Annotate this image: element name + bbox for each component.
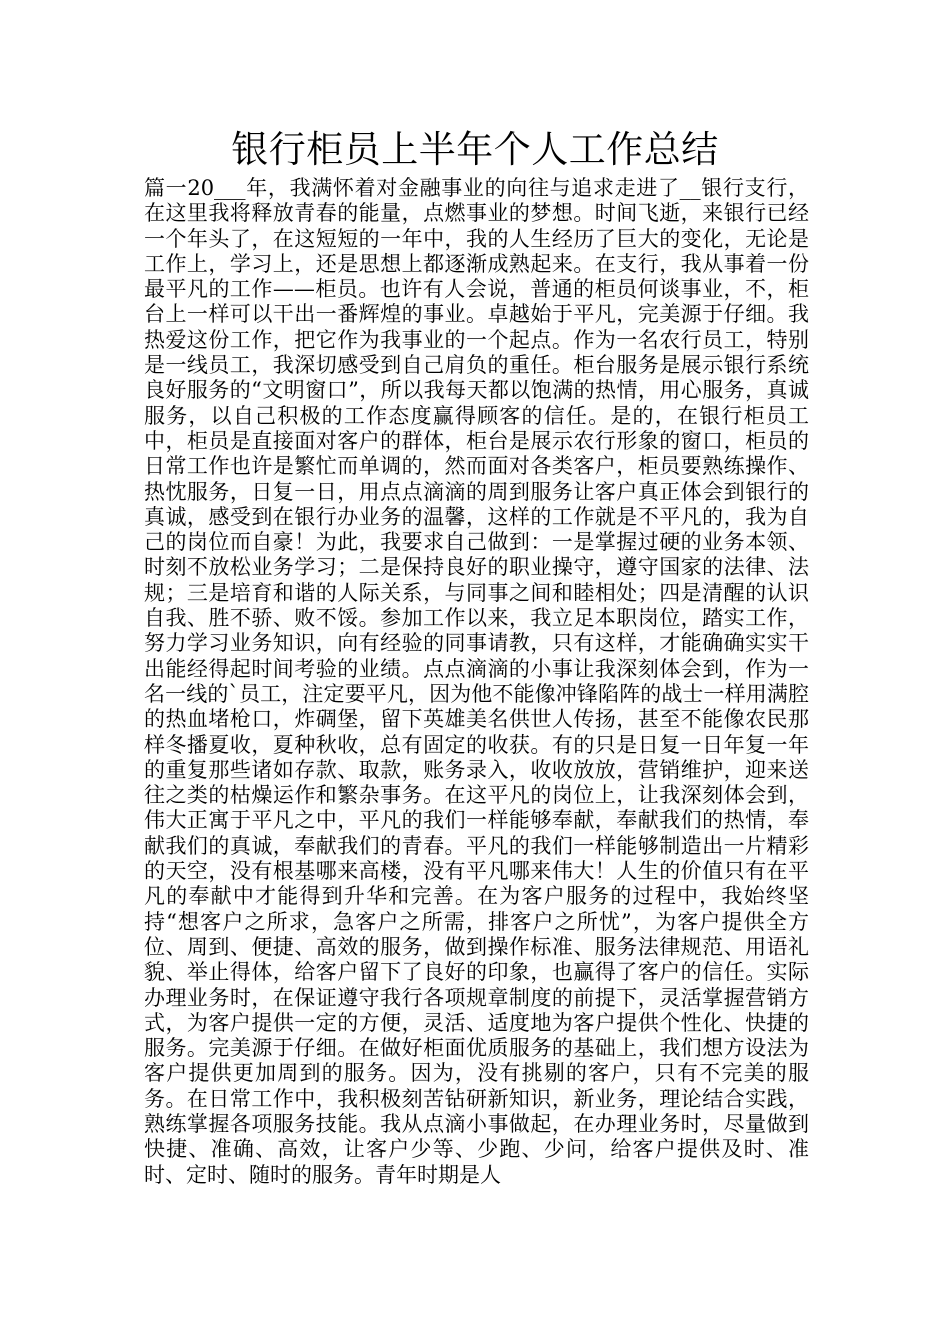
document-body-paragraph: 篇一20___年，我满怀着对金融事业的向往与追求走进了__银行支行，在这里我将释放青春的能量，点燃事业的梦想。时间飞逝，来银行已经一个年头了，在这短短的一年中，我的人生经历了巨大的变化，无论是工作上，学习上，还是思想上都逐渐成熟起来。在支行，我从事着一份最平凡的工作——柜员。也许有人会说，普通的柜员何谈事业，不，柜台上一样可以干出一番辉煌的事业。卓越始于平凡，完美源于仔细。我热爱这份工作，把它作为我事业的一个起点。作为一名农行员工，特别是一线员工，我深切感受到自己肩负的重任。柜台服务是展示银行系统良好服务的“文明窗口”，所以我每天都以饱满的热情，用心服务，真诚服务，以自己积极的工作态度赢得顾客的信任。是的，在银行柜员工中，柜员是直接面对客户的群体，柜台是展示农行形象的窗口，柜员的日常工作也许是繁忙而单调的，然而面对各类客户，柜员要熟练操作、热忱服务，日复一日，用点点滴滴的周到服务让客户真正体会到银行的真诚，感受到在银行办业务的温馨，这样的工作就是不平凡的，我为自己的岗位而自豪！为此，我要求自己做到：一是掌握过硬的业务本领、时刻不放松业务学习；二是保持良好的职业操守，遵守国家的法律、法规；三是培育和谐的人际关系，与同事之间和睦相处；四是清醒的认识自我、胜不骄、败不馁。参加工作以来，我立足本职岗位，踏实工作，努力学习业务知识，向有经验的同事请教，只有这样，才能确确实实干出能经得起时间考验的业绩。点点滴滴的小事让我深刻体会到，作为一名一线的`员工，注定要平凡，因为他不能像冲锋陷阵的战士一样用满腔的热血堵枪口，炸碉堡，留下英雄美名供世人传扬，甚至不能像农民那样冬播夏收，夏种秋收，总有固定的收获。有的只是日复一日年复一年的重复那些诸如存款、取款，账务录入，收收放放，营销维护，迎来送往之类的枯燥运作和繁杂事务。在这平凡的岗位上，让我深刻体会到，伟大正寓于平凡之中，平凡的我们一样能够奉献，奉献我们的热情，奉献我们的真诚，奉献我们的青春。平凡的我们一样能够制造出一片精彩的天空，没有根基哪来高楼，没有平凡哪来伟大！人生的价值只有在平凡的奉献中才能得到升华和完善。在为客户服务的过程中，我始终坚持“想客户之所求，急客户之所需，排客户之所忧”，为客户提供全方位、周到、便捷、高效的服务，做到操作标准、服务法律规范、用语礼貌、举止得体，给客户留下了良好的印象，也赢得了客户的信任。实际办理业务时，在保证遵守我行各项规章制度的前提下，灵活掌握营销方式，为客户提供一定的方便，灵活、适度地为客户提供个性化、快捷的服务。完美源于仔细。在做好柜面优质服务的基础上，我们想方设法为客户提供更加周到的服务。因为，没有挑剔的客户，只有不完美的服务。在日常工作中，我积极刻苦钻研新知识，新业务，理论结合实践，熟练掌握各项服务技能。我从点滴小事做起，在办理业务时，尽量做到快捷、准确、高效，让客户少等、少跑、少问，给客户提供及时、准时、定时、随时的服务。青年时期是人 bbox=[144, 176, 809, 1187]
document-title: 银行柜员上半年个人工作总结 bbox=[231, 128, 719, 171]
